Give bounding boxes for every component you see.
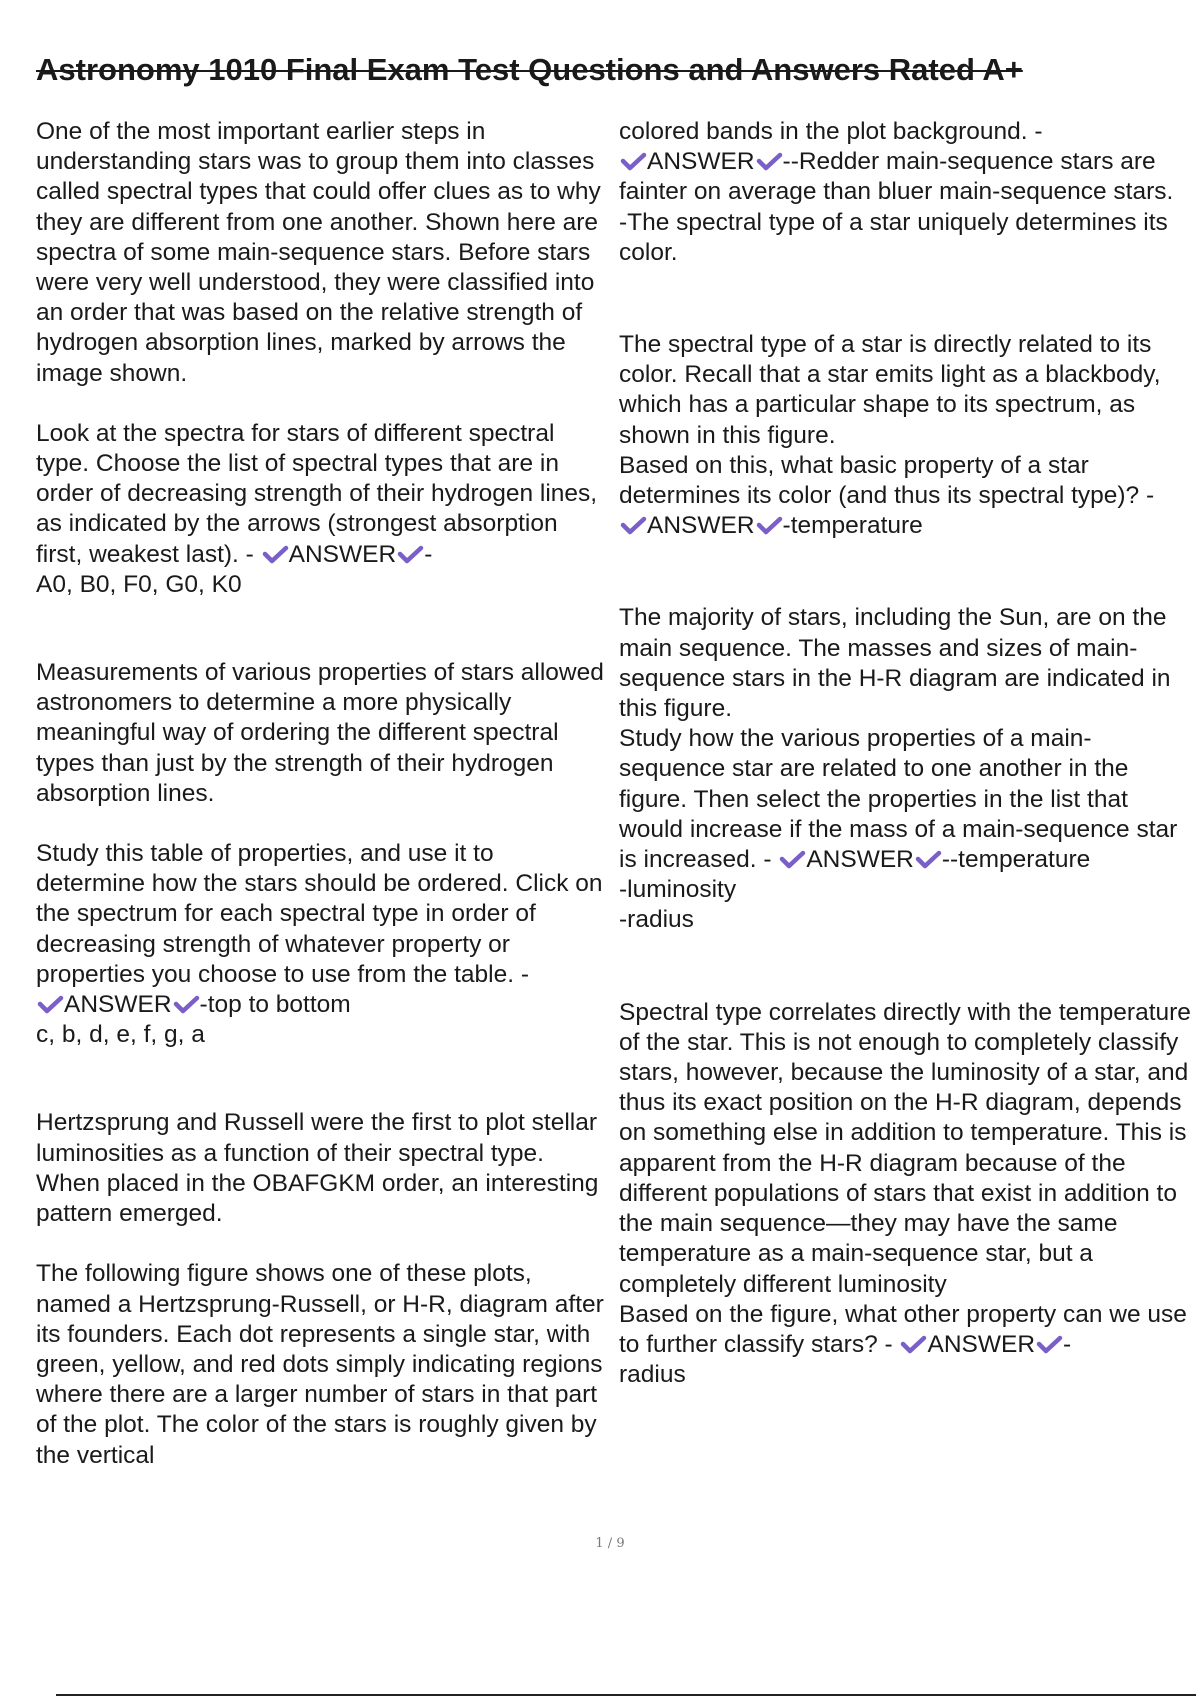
qa-block-main-sequence-mass — [619, 603, 1194, 935]
question-body: colored bands in the plot background. - — [619, 118, 1043, 145]
answer-text: -top to bottom c, b, d, e, f, g, a — [36, 991, 351, 1049]
question-text — [619, 117, 1194, 268]
question-intro: Measurements of various properties of stars allowed astronomers to determine a more physically meaningful way of ordering the different spectral types than just by the strength of their hydrogen absorption lines. — [36, 659, 611, 807]
qa-block-physical-ordering — [36, 658, 611, 1050]
answer-label: ANSWER — [288, 540, 397, 568]
answer-tag — [619, 512, 783, 539]
checkmark-icon — [914, 849, 942, 869]
question-intro: Hertzsprung and Russell were the first to plot stellar luminosities as a function of their spectral type. When placed in the OBAFGKM order, an interesting pattern emerged. — [36, 1109, 606, 1228]
qa-block-spectral-order — [36, 117, 608, 600]
checkmark-icon — [899, 1334, 927, 1354]
checkmark-icon — [396, 544, 424, 564]
checkmark-icon — [619, 151, 647, 171]
question-body: The spectral type of a star is directly related to its color. Recall that a star emits light as a blackbody, which has a particular shape to its spectrum, as shown in this figure. Based on this, what basic property of a star determines its color (and thus its spectral type)? - — [619, 331, 1161, 510]
page-title: Astronomy 1010 Final Exam Test Questions and Answers Rated A+ — [36, 51, 1023, 87]
answer-tag — [36, 991, 200, 1018]
bottom-divider — [56, 1694, 1196, 1696]
answer-label: ANSWER — [927, 1330, 1036, 1358]
qa-block-hr-diagram-continued — [619, 117, 1194, 268]
checkmark-icon — [778, 849, 806, 869]
checkmark-icon — [261, 544, 289, 564]
left-column — [36, 117, 611, 1471]
question-text — [36, 419, 604, 600]
question-text — [619, 603, 1194, 935]
answer-tag — [778, 846, 942, 873]
question-text — [619, 330, 1194, 541]
answer-text: --Redder main-sequence stars are fainter on average than bluer main-sequence stars. -The spectral type of a star uniquely determines its color. — [619, 148, 1174, 266]
checkmark-icon — [755, 151, 783, 171]
checkmark-icon — [172, 994, 200, 1014]
page-number: 1 / 9 — [595, 1536, 625, 1551]
qa-block-luminosity-class — [619, 998, 1194, 1391]
question-text — [619, 998, 1194, 1391]
qa-block-color-property — [619, 330, 1194, 541]
answer-label: ANSWER — [647, 148, 755, 176]
question-body: Spectral type correlates directly with the temperature of the star. This is not enough to completely classify stars, however, because the luminosity of a star, and thus its exact position on the H-R diagram, depends on something else in addition to temperature. This is apparent from the H-R diagram because of the different populations of stars that exist in addition to the main sequence—they may have the same temperature as a main-sequence star, but a completely different luminosity Based on the figure, what other property can we use to further classify stars? - — [619, 998, 1191, 1358]
question-body: Study this table of properties, and use it to determine how the stars should be ordered. Click on the spectrum for each spectral type in order of decreasing strength of whatever property or properties you choose to use from the table. - — [36, 840, 603, 988]
qa-block-hr-diagram — [36, 1108, 611, 1470]
answer-label: ANSWER — [806, 846, 914, 874]
answer-label: ANSWER — [647, 512, 755, 540]
question-body: The majority of stars, including the Sun, are on the main sequence. The masses and sizes of main-sequence stars in the H-R diagram are indicated in this figure. Study how the various properties of a main-sequence star are related to one another in the figure. Then select the properties in the list that would increase if the mass of a main-sequence star is increased. - — [619, 604, 1178, 874]
answer-tag — [899, 1331, 1063, 1358]
answer-text: - A0, B0, F0, G0, K0 — [36, 540, 433, 598]
answer-text: -temperature — [782, 512, 923, 540]
right-column — [619, 117, 1194, 1390]
checkmark-icon — [1035, 1334, 1063, 1354]
answer-tag — [261, 541, 425, 568]
question-intro: One of the most important earlier steps in understanding stars was to group them into classes called spectral types that could offer clues as to why they are different from one another. Shown here are spectra of some main-sequence stars. Before stars were very well understood, they were classified into an order that was based on the relative strength of hydrogen absorption lines, marked by arrows the image shown. — [36, 118, 608, 387]
question-body: Look at the spectra for stars of different spectral type. Choose the list of spectral types that are in order of decreasing strength of their hydrogen lines, as indicated by the arrows (strongest absorption first, weakest last). - — [36, 419, 604, 568]
checkmark-icon — [36, 994, 64, 1014]
answer-text: - radius — [619, 1330, 1072, 1389]
checkmark-icon — [619, 515, 647, 535]
question-text — [36, 839, 604, 1050]
question-text: The following figure shows one of these plots, named a Hertzsprung-Russell, or H-R, diagram after its founders. Each dot represents a single star, with green, yellow, and red dots simply indicating regions where there are a larger number of stars in that part of the plot. The color of the stars is roughly given by the vertical — [36, 1260, 611, 1469]
answer-label: ANSWER — [64, 991, 172, 1019]
answer-tag — [619, 148, 783, 175]
answer-text: --temperature -luminosity -radius — [619, 846, 1091, 934]
checkmark-icon — [755, 515, 783, 535]
